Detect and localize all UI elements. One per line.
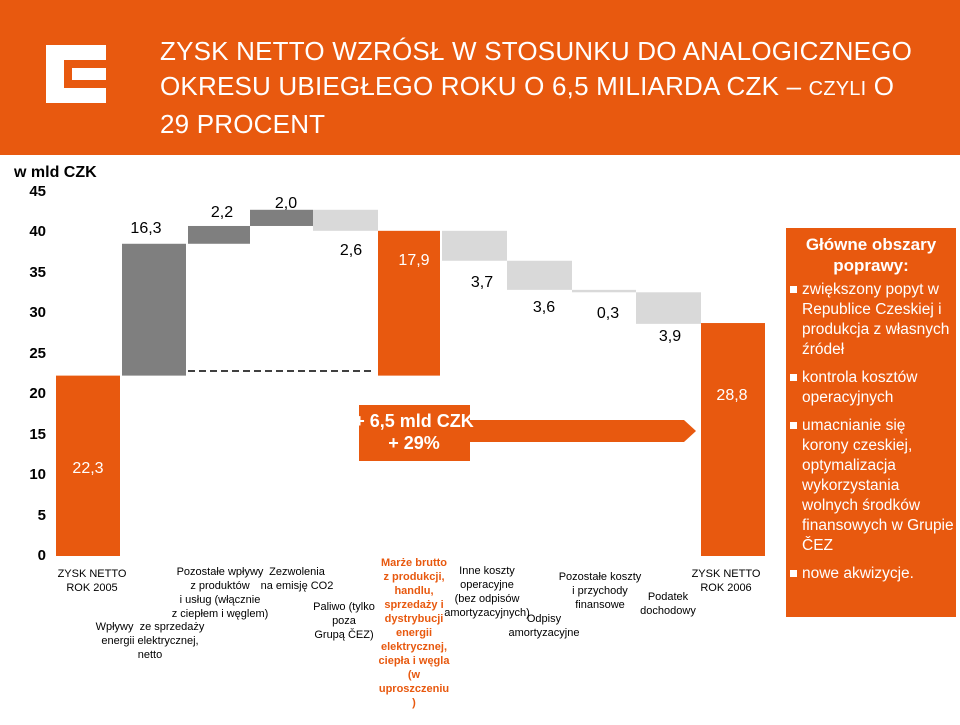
annotation-arrow	[470, 420, 696, 442]
y-tick-label: 20	[29, 385, 46, 403]
data-label-s10: 3,9	[658, 328, 682, 345]
data-label-s9: 0,3	[596, 305, 620, 322]
category-label-other-opex: Inne koszty operacyjne (bez odpisów amortyzacyjnych)	[444, 565, 530, 619]
bullet-icon	[790, 374, 797, 381]
bar-s5	[313, 210, 378, 231]
page-title: ZYSK NETTO WZRÓSŁ W STOSUNKU DO ANALOGICZNEGO OKRESU UBIEGŁEGO ROKU O 6,5 MILIARDA CZK – CZYLI O 29 PROCENT	[160, 36, 913, 139]
data-label-s6: 17,9	[398, 252, 430, 269]
y-tick-label: 30	[29, 304, 46, 322]
data-label-s7: 3,7	[470, 274, 494, 291]
bar-s9	[572, 290, 636, 292]
category-label-depreciation: Odpisy amortyzacyjne	[508, 613, 580, 639]
y-tick-label: 10	[29, 466, 46, 484]
y-tick-label: 25	[29, 344, 46, 362]
list-item: nowe akwizycje.	[786, 564, 956, 584]
bar-s2	[122, 244, 186, 376]
category-label-gross-margin: Marże brutto z produkcji, handlu, sprzedaży i dystrybucji energii elektrycznej, ciepła i węgla (w uproszczeniu )	[378, 557, 450, 709]
bar-s11	[701, 323, 765, 556]
y-tick-label: 0	[37, 547, 46, 564]
data-label-s2: 16,3	[130, 220, 162, 237]
category-label-financial-items: Pozostałe koszty i przychody finansowe	[558, 571, 642, 611]
bullet-icon	[790, 422, 797, 429]
category-label-electricity-sales: Wpływy ze sprzedaży energii elektrycznej, netto	[95, 621, 205, 661]
improvement-areas-panel	[786, 228, 956, 617]
annotation-line1: + 6,5 mld CZK	[354, 411, 474, 431]
category-label-net-profit-2006: ZYSK NETTO ROK 2006	[691, 568, 761, 594]
data-label-s4: 2,0	[274, 195, 298, 212]
category-label-net-profit-2005: ZYSK NETTO ROK 2005	[57, 568, 127, 594]
data-label-s5: 2,6	[339, 242, 363, 259]
improvement-areas-list	[786, 280, 956, 592]
annotation-line2: + 29%	[388, 433, 440, 453]
bar-s7	[442, 231, 507, 261]
y-tick-label: 40	[29, 223, 46, 241]
list-item: zwiększony popyt w Republice Czeskiej i produkcja z własnych źródeł	[786, 280, 956, 360]
category-label-income-tax: Podatek dochodowy	[640, 591, 696, 617]
unit-label: w mld CZK	[14, 164, 97, 181]
y-tick-label: 15	[29, 425, 46, 443]
y-tick-label: 45	[29, 183, 46, 200]
bar-s3	[188, 226, 250, 244]
y-tick-label: 35	[29, 263, 46, 281]
category-label-emission-allowances: Zezwolenia na emisję CO2	[260, 566, 334, 592]
data-label-s8: 3,6	[532, 299, 556, 316]
bar-s8	[507, 261, 572, 290]
data-label-s1: 22,3	[72, 460, 104, 477]
improvement-areas-title: Główne obszary poprawy:	[805, 235, 937, 275]
y-tick-label: 5	[37, 506, 46, 524]
category-label-fuel: Paliwo (tylko poza Grupą ČEZ)	[313, 601, 375, 641]
bullet-icon	[790, 570, 797, 577]
list-item: kontrola kosztów operacyjnych	[786, 368, 956, 408]
bar-s10	[636, 292, 701, 324]
bar-s4	[250, 210, 313, 226]
data-label-s11: 28,8	[716, 387, 748, 404]
category-label-other-revenues: Pozostałe wpływy z produktów i usług (włącznie z ciepłem i węglem)	[171, 566, 269, 620]
list-item: umacnianie się korony czeskiej, optymalizacja wykorzystania wolnych środków finansowych w Grupie ČEZ	[786, 416, 956, 556]
data-label-s3: 2,2	[210, 204, 234, 221]
bullet-icon	[790, 286, 797, 293]
